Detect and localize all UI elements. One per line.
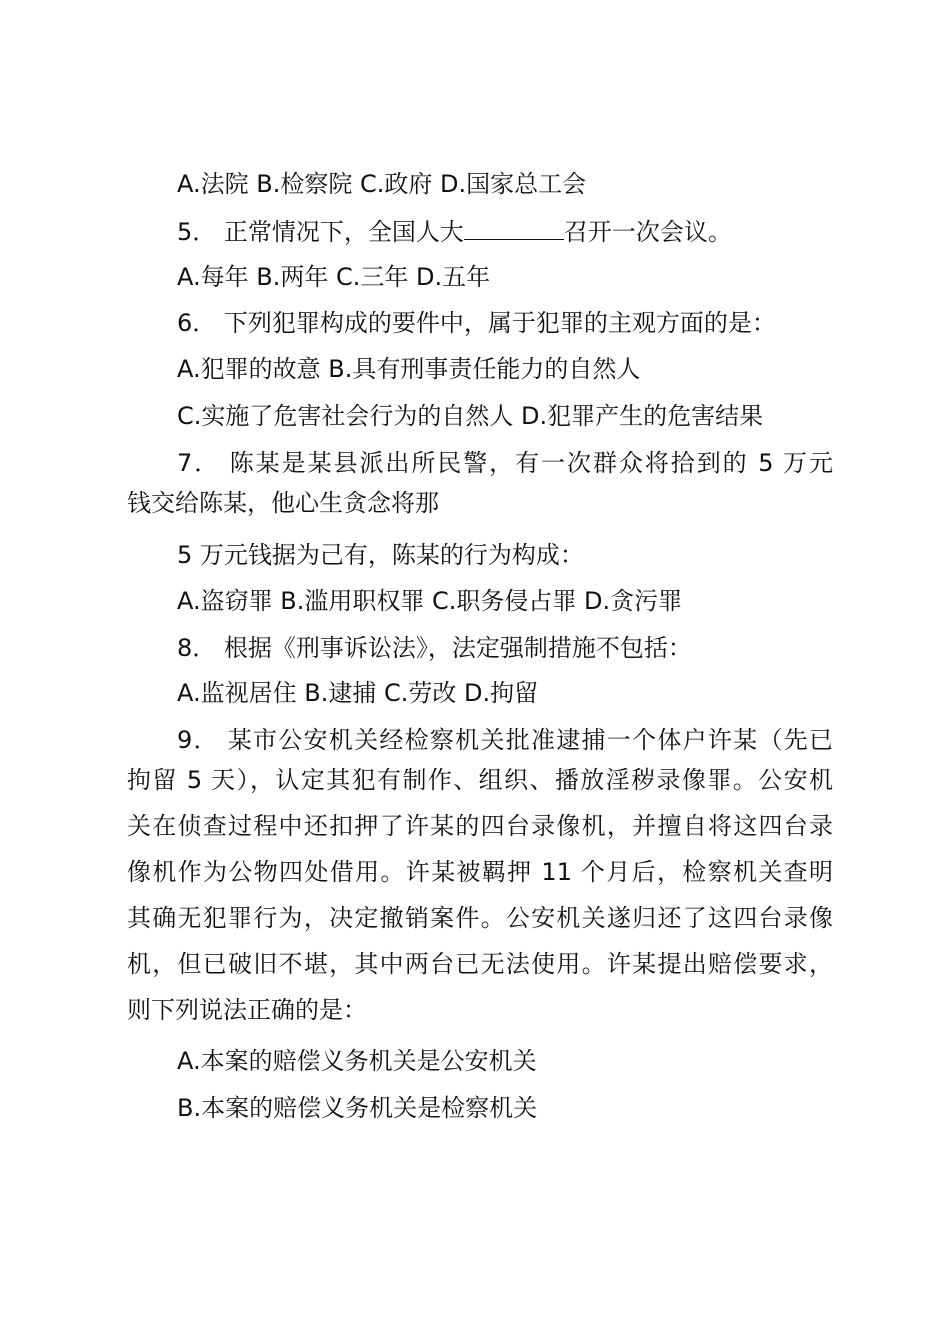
q7-options: A.盗窃罪 B.滥用职权罪 C.职务侵占罪 D.贪污罪 (177, 587, 683, 615)
fill-in-blank (464, 215, 564, 240)
q4-options: A.法院 B.检察院 C.政府 D.国家总工会 (177, 170, 587, 198)
q6-stem: 6． 下列犯罪构成的要件中，属于犯罪的主观方面的是： (177, 309, 776, 337)
q9-stem-line-1: 9． 某市公安机关经检察机关批准逮捕一个体户许某（先已 (177, 726, 833, 754)
q8-stem: 8． 根据《刑事诉讼法》，法定强制措施不包括： (177, 634, 692, 662)
q6-options-line-1: A.犯罪的故意 B.具有刑事责任能力的自然人 (177, 355, 641, 383)
q7-stem-line-3: 5 万元钱据为己有，陈某的行为构成： (177, 541, 584, 569)
q9-stem-line-7: 则下列说法正确的是： (127, 996, 367, 1024)
q5-stem-suffix: 召开一次会议。 (563, 218, 732, 246)
q5-stem (177, 215, 732, 248)
q9-option-a: A.本案的赔偿义务机关是公安机关 (177, 1047, 537, 1075)
q9-stem-line-3: 关在侦查过程中还扣押了许某的四台录像机，并擅自将这四台录 (127, 812, 833, 840)
q6-options-line-2: C.实施了危害社会行为的自然人 D.犯罪产生的危害结果 (177, 402, 764, 430)
q9-stem-line-4: 像机作为公物四处借用。许某被羁押 11 个月后，检察机关查明 (127, 858, 833, 886)
q9-stem-line-2: 拘留 5 天），认定其犯有制作、组织、播放淫秽录像罪。公安机 (127, 766, 833, 794)
q7-stem-line-2: 钱交给陈某，他心生贪念将那 (127, 489, 439, 517)
q9-stem-line-5: 其确无犯罪行为，决定撤销案件。公安机关遂归还了这四台录像 (127, 904, 833, 932)
q5-options: A.每年 B.两年 C.三年 D.五年 (177, 263, 491, 291)
q9-stem-line-6: 机，但已破旧不堪，其中两台已无法使用。许某提出赔偿要求， (127, 950, 833, 978)
q7-stem-line-1: 7． 陈某是某县派出所民警，有一次群众将拾到的 5 万元 (177, 449, 833, 477)
q9-option-b: B.本案的赔偿义务机关是检察机关 (177, 1094, 538, 1122)
q8-options: A.监视居住 B.逮捕 C.劳改 D.拘留 (177, 679, 539, 707)
q5-stem-text: 5． 正常情况下，全国人大 (177, 218, 464, 246)
